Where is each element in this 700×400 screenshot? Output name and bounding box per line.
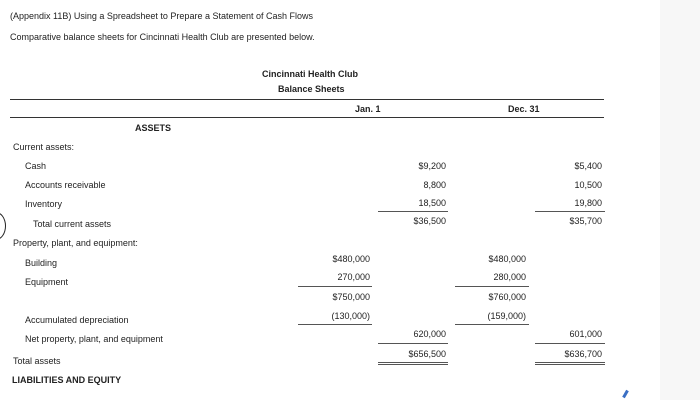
cash-label: Cash — [25, 161, 47, 171]
instruction-text: Comparative balance sheets for Cincinnati Health Club are presented below. — [10, 32, 315, 42]
ppe-subtotal-dec: $760,000 — [488, 292, 526, 302]
net-ppe-jan: 620,000 — [413, 329, 446, 339]
building-dec: $480,000 — [488, 254, 526, 264]
cash-jan: $9,200 — [418, 161, 446, 171]
net-ppe-label: Net property, plant, and equipment — [25, 334, 163, 344]
accum-dep-label: Accumulated depreciation — [25, 315, 129, 325]
total-assets-label: Total assets — [13, 356, 61, 366]
column-header-dec: Dec. 31 — [508, 104, 540, 114]
statement-name: Balance Sheets — [278, 84, 345, 94]
ppe-subtotal-jan: $750,000 — [332, 292, 370, 302]
total-current-label: Total current assets — [33, 219, 112, 229]
inventory-dec: 19,800 — [574, 198, 602, 208]
ppe-rule-dec — [455, 286, 529, 287]
equipment-jan: 270,000 — [337, 272, 370, 282]
total-double-rule-jan-1 — [378, 362, 448, 363]
net-rule-jan — [378, 343, 448, 344]
ar-label: Accounts receivable — [25, 180, 106, 190]
accum-rule-dec — [455, 324, 529, 325]
right-margin — [660, 0, 700, 400]
inventory-label: Inventory — [25, 199, 63, 209]
total-assets-dec: $636,700 — [564, 349, 602, 359]
equipment-label: Equipment — [25, 277, 69, 287]
cash-dec: $5,400 — [574, 161, 602, 171]
assets-heading: ASSETS — [135, 123, 172, 133]
header-rule-top — [10, 99, 604, 100]
page-title: (Appendix 11B) Using a Spreadsheet to Prepare a Statement of Cash Flows — [10, 11, 313, 21]
total-assets-jan: $656,500 — [408, 349, 446, 359]
equipment-dec: 280,000 — [493, 272, 526, 282]
total-current-jan: $36,500 — [413, 216, 446, 226]
current-assets-heading: Current assets: — [13, 142, 75, 152]
inventory-jan: 18,500 — [418, 198, 446, 208]
current-rule-dec — [535, 211, 605, 212]
header-rule-bottom — [10, 117, 604, 118]
company-name: Cincinnati Health Club — [262, 69, 359, 79]
accum-rule-jan — [298, 324, 372, 325]
total-current-dec: $35,700 — [569, 216, 602, 226]
current-rule-jan — [378, 211, 448, 212]
ppe-rule-jan — [298, 286, 372, 287]
building-jan: $480,000 — [332, 254, 370, 264]
net-rule-dec — [535, 343, 605, 344]
accum-dep-dec: (159,000) — [487, 311, 526, 321]
ppe-heading: Property, plant, and equipment: — [13, 238, 138, 248]
column-header-jan: Jan. 1 — [355, 104, 381, 114]
net-ppe-dec: 601,000 — [569, 329, 602, 339]
total-double-rule-jan-2 — [378, 364, 448, 365]
total-double-rule-dec-1 — [535, 362, 605, 363]
ar-jan: 8,800 — [423, 180, 446, 190]
ar-dec: 10,500 — [574, 180, 602, 190]
total-double-rule-dec-2 — [535, 364, 605, 365]
liabilities-equity-heading: LIABILITIES AND EQUITY — [12, 375, 122, 385]
accum-dep-jan: (130,000) — [331, 311, 370, 321]
building-label: Building — [25, 258, 58, 268]
